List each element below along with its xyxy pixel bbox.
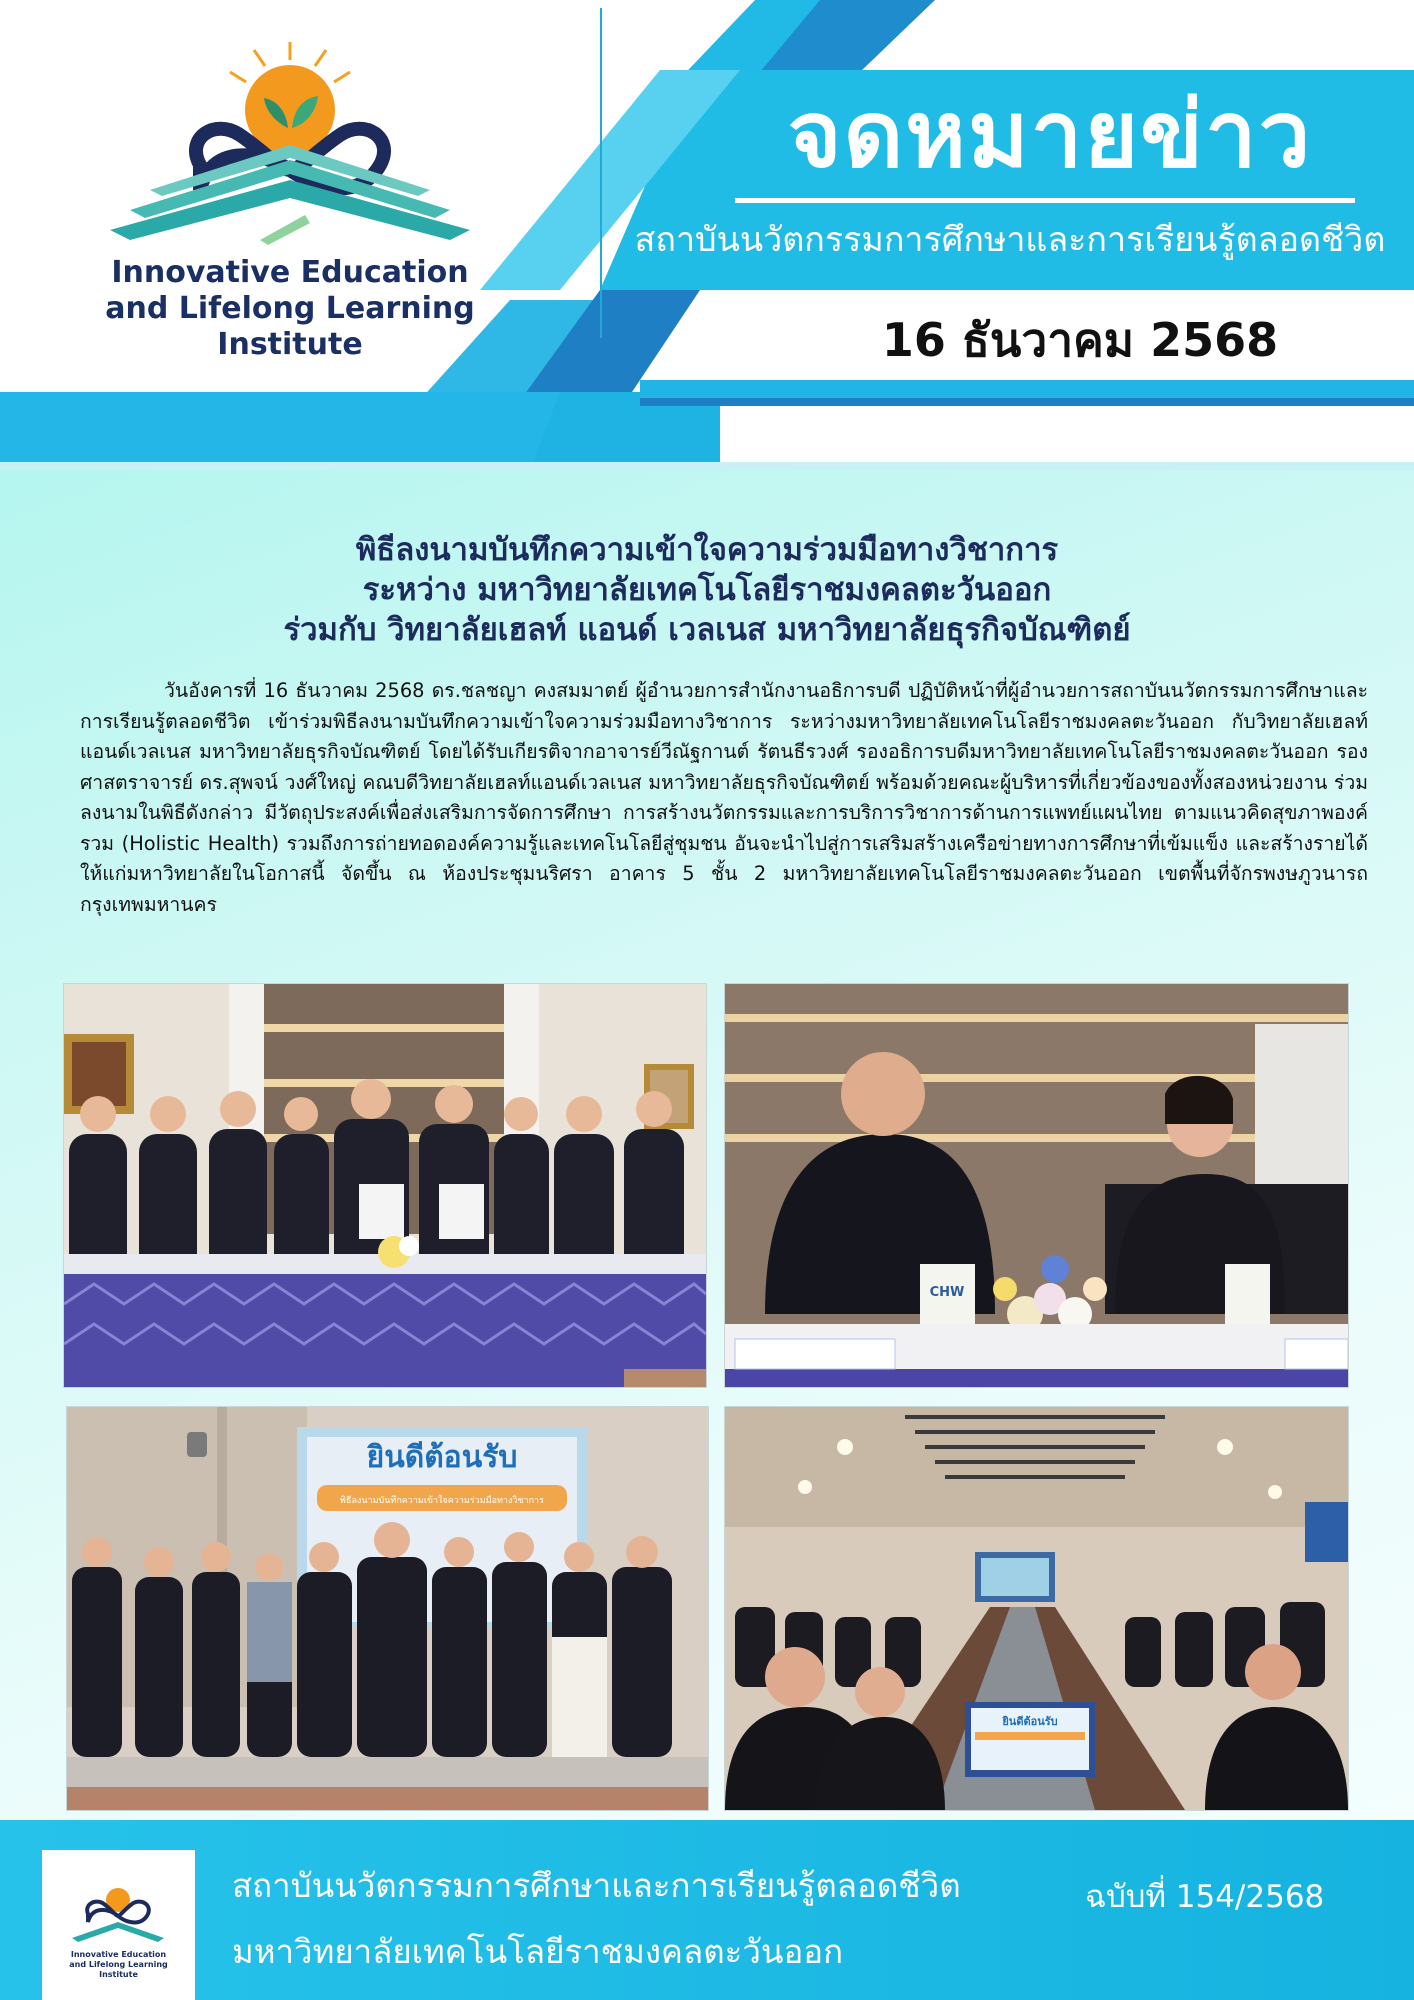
footer-logo [42, 1850, 195, 2000]
logo-text-line: Innovative Education [111, 255, 469, 290]
institute-logo [90, 40, 490, 370]
footer-logo-emblem-icon [42, 1850, 195, 1950]
group-signing-photo [64, 984, 706, 1387]
executives-signing-photo [725, 984, 1348, 1387]
issue-number: ฉบับที่ 154/2568 [1085, 1879, 1325, 1915]
article-title-line: ระหว่าง มหาวิทยาลัยเทคโนโลยีราชมงคลตะวันออก [362, 572, 1052, 608]
article-title-line: พิธีลงนามบันทึกความเข้าใจความร่วมมือทางวิชาการ [355, 532, 1059, 568]
group-welcome-photo [67, 1407, 708, 1810]
footer-logo-text-line: Institute [99, 1970, 138, 1979]
photo-executives-signing [724, 983, 1349, 1388]
footer-logo-text-line: Innovative Education [70, 1950, 167, 1959]
footer-institute-name: สถาบันนวัตกรรมการศึกษาและการเรียนรู้ตลอดชีวิต [232, 1866, 961, 1905]
welcome-banner-subtitle: พิธีลงนามบันทึกความเข้าใจความร่วมมือทางวิชาการ [340, 1496, 544, 1506]
article-body: วันอังคารที่ 16 ธันวาคม 2568 ดร.ชลชญา คงสมมาตย์ ผู้อำนวยการสำนักงานอธิการบดี ปฏิบัติหน้าที่ผู้อำนวยการสถาบันนวัตกรรมการศึกษาและการเรียนรู้ตลอดชีวิต เข้าร่วมพิธีลงนามบันทึกความเข้าใจความร่วมมือทางวิชาการ ระหว่างมหาวิทยาลัยเทคโนโลยีราชมงคลตะวันออก กับวิทยาลัยเฮลท์แอนด์เวลเนส มหาวิทยาลัยธุรกิจบัณฑิตย์ โดยได้รับเกียรติจากอาจารย์วีณัฐกานต์ รัตนธีรวงศ์ รองอธิการบดีมหาวิทยาลัยเทคโนโลยีราชมงคลตะวันออก รองศาสตราจารย์ ดร.สุพจน์ วงศ์ใหญ่ คณบดีวิทยาลัยเฮลท์แอนด์เวลเนส มหาวิทยาลัยธุรกิจบัณฑิตย์ พร้อมด้วยคณะผู้บริหารที่เกี่ยวข้องของทั้งสองหน่วยงาน ร่วมลงนามในพิธีดังกล่าว มีวัตถุประสงค์เพื่อส่งเสริมการจัดการศึกษา การสร้างนวัตกรรมและการบริการวิชาการด้านการแพทย์แผนไทย ตามแนวคิดสุขภาพองค์รวม (Holistic Health) รวมถึงการถ่ายทอดองค์ความรู้และเทคโนโลยีสู่ชุมชน อันจะนำไปสู่การเสริมสร้างเครือข่ายทางการศึกษาที่เข้มแข็ง และสร้างรายได้ให้แก่มหาวิทยาลัยในโอกาสนี้ จัดขึ้น ณ ห้องประชุมนริศรา อาคาร 5 ชั้น 2 มหาวิทยาลัยเทคโนโลยีราชมงคลตะวันออก เขตพื้นที่จักรพงษภูวนารถ กรุงเทพมหานคร [80, 679, 1368, 916]
footer-logo-text [42, 1950, 195, 1980]
title-underline [735, 198, 1355, 203]
welcome-banner-text: ยินดีต้อนรับ [366, 1440, 518, 1475]
name-plate-label: CHW [929, 1285, 965, 1300]
newsletter-header [0, 0, 1414, 470]
footer-logo-text-line: and Lifelong Learning [69, 1960, 168, 1969]
newsletter-footer [0, 1820, 1414, 2000]
header-divider [600, 8, 602, 338]
article-title-line: ร่วมกับ วิทยาลัยเฮลท์ แอนด์ เวลเนส มหาวิทยาลัยธุรกิจบัณฑิตย์ [283, 612, 1131, 648]
photo-group-welcome [66, 1406, 709, 1811]
logo-emblem-icon [90, 40, 490, 255]
logo-text-line: Institute [217, 327, 363, 362]
issue-date: 16 ธันวาคม 2568 [881, 313, 1279, 367]
photo-meeting-room [724, 1406, 1349, 1811]
article-title [100, 530, 1314, 650]
logo-text-line: and Lifelong Learning [105, 291, 475, 326]
meeting-room-photo [725, 1407, 1348, 1810]
logo-text [90, 255, 490, 363]
footer-university-name: มหาวิทยาลัยเทคโนโลยีราชมงคลตะวันออก [232, 1932, 844, 1971]
newsletter-title: จดหมายข่าว [787, 81, 1313, 188]
laptop-welcome-text: ยินดีต้อนรับ [1002, 1715, 1058, 1728]
institute-name: สถาบันนวัตกรรมการศึกษาและการเรียนรู้ตลอดชีวิต [634, 220, 1386, 260]
photo-group-signing [63, 983, 707, 1388]
